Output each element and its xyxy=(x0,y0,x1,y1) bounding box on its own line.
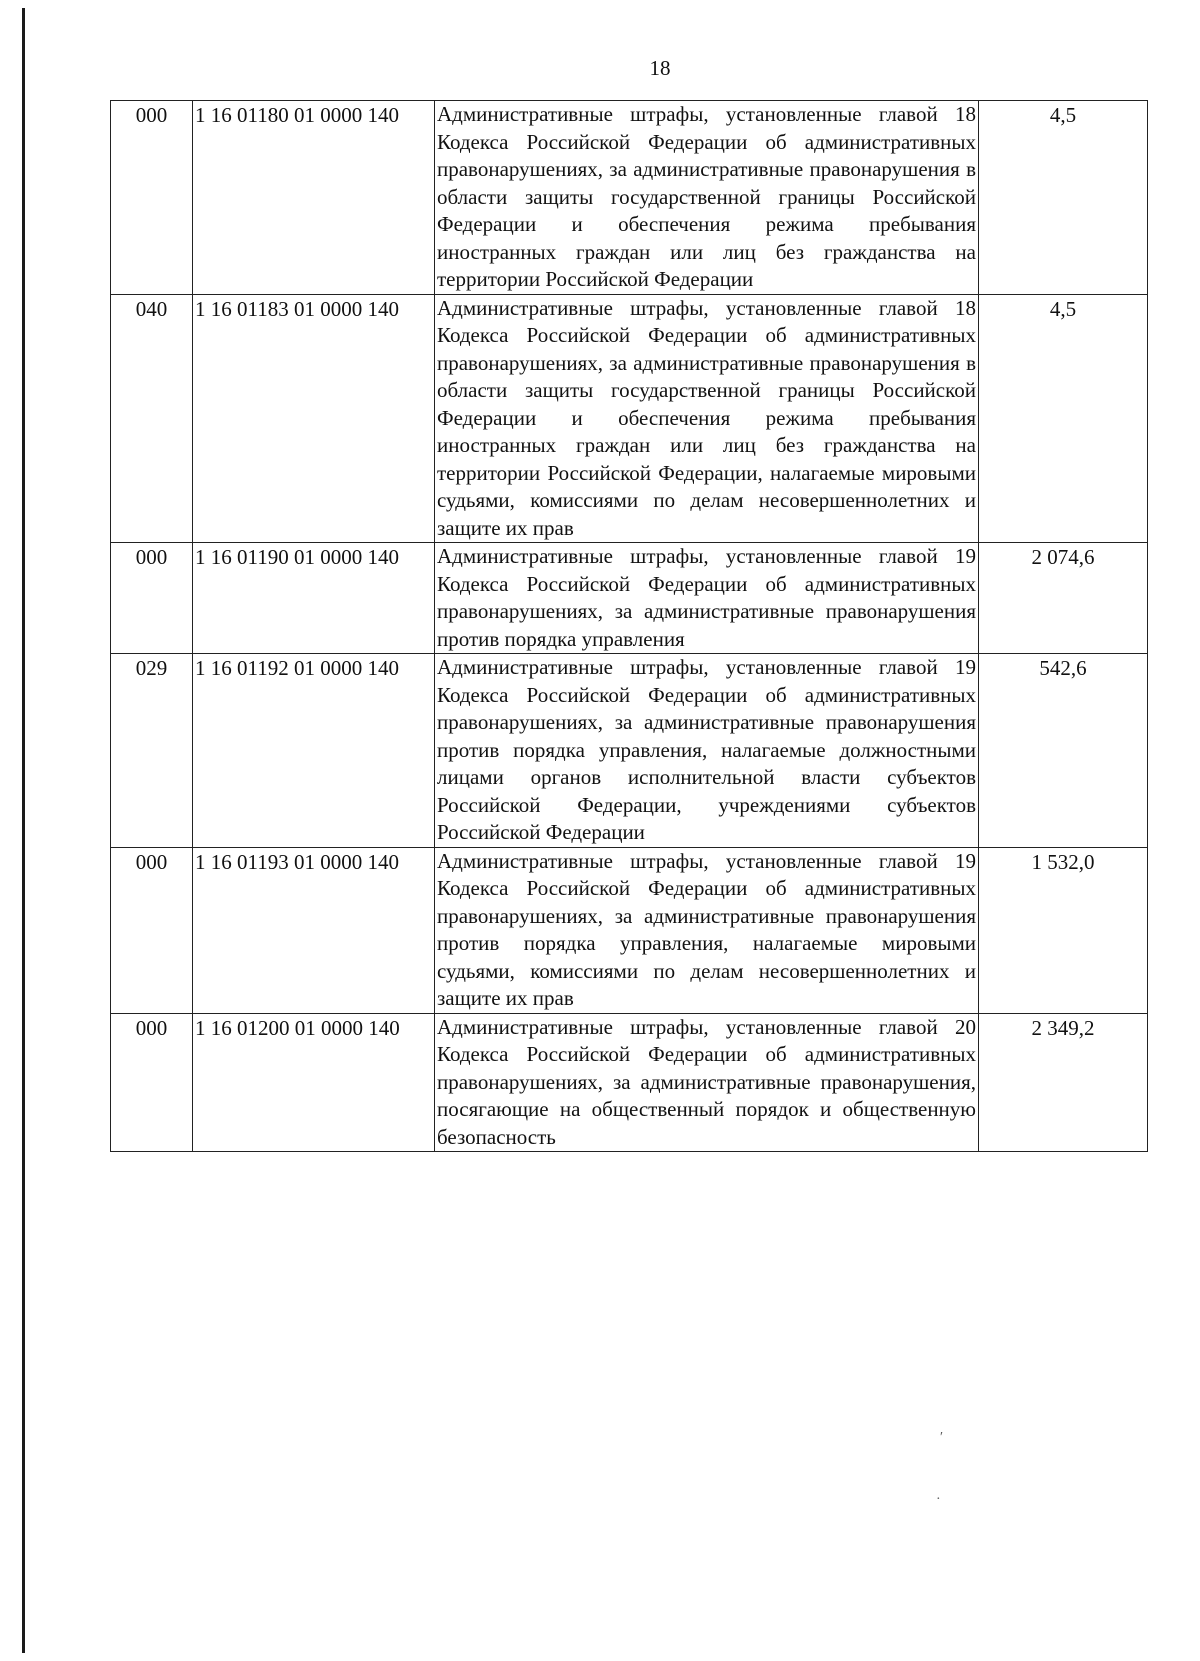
table-row xyxy=(111,543,1148,654)
admin-code-cell: 000 xyxy=(111,1013,193,1152)
budget-code-cell: 1 16 01200 01 0000 140 xyxy=(193,1013,435,1152)
revenue-name-cell: Административные штрафы, установленные главой 19 Кодекса Российской Федерации об административных правонарушениях, за административные правонарушения против порядка управления, налагаемые должностными лицами органов исполнительной власти субъектов Российской Федерации, учреждениями субъектов Российской Федерации xyxy=(435,654,979,848)
scan-edge-line xyxy=(22,8,25,1653)
admin-code-cell: 000 xyxy=(111,101,193,295)
admin-code-cell: 000 xyxy=(111,543,193,654)
amount-cell: 4,5 xyxy=(979,294,1148,543)
admin-code-cell: 000 xyxy=(111,847,193,1013)
amount-cell: 4,5 xyxy=(979,101,1148,295)
table-row xyxy=(111,101,1148,295)
revenue-name-cell: Административные штрафы, установленные главой 19 Кодекса Российской Федерации об административных правонарушениях, за административные правонарушения против порядка управления xyxy=(435,543,979,654)
amount-cell: 542,6 xyxy=(979,654,1148,848)
budget-code-cell: 1 16 01183 01 0000 140 xyxy=(193,294,435,543)
revenue-name-cell: Административные штрафы, установленные главой 18 Кодекса Российской Федерации об административных правонарушениях, за административные правонарушения в области защиты государственной границы Российской Федерации и обеспечения режима пребывания иностранных граждан или лиц без гражданства на территории Российской Федерации, налагаемые мировыми судьями, комиссиями по делам несовершеннолетних и защите их прав xyxy=(435,294,979,543)
table-row xyxy=(111,847,1148,1013)
budget-code-cell: 1 16 01190 01 0000 140 xyxy=(193,543,435,654)
amount-cell: 2 349,2 xyxy=(979,1013,1148,1152)
amount-cell: 2 074,6 xyxy=(979,543,1148,654)
admin-code-cell: 040 xyxy=(111,294,193,543)
table-row xyxy=(111,654,1148,848)
amount-cell: 1 532,0 xyxy=(979,847,1148,1013)
table-row xyxy=(111,1013,1148,1152)
revenue-table xyxy=(110,100,1148,1152)
revenue-name-cell: Административные штрафы, установленные главой 18 Кодекса Российской Федерации об административных правонарушениях, за административные правонарушения в области защиты государственной границы Российской Федерации и обеспечения режима пребывания иностранных граждан или лиц без гражданства на территории Российской Федерации xyxy=(435,101,979,295)
admin-code-cell: 029 xyxy=(111,654,193,848)
scan-speck: ′ xyxy=(940,1430,944,1445)
revenue-name-cell: Административные штрафы, установленные главой 20 Кодекса Российской Федерации об административных правонарушениях, за административные правонарушения, посягающие на общественный порядок и общественную безопасность xyxy=(435,1013,979,1152)
budget-code-cell: 1 16 01193 01 0000 140 xyxy=(193,847,435,1013)
page-number: 18 xyxy=(649,56,671,80)
revenue-table-body xyxy=(111,101,1148,1152)
scan-speck: · xyxy=(936,1492,941,1507)
table-row xyxy=(111,294,1148,543)
revenue-name-cell: Административные штрафы, установленные главой 19 Кодекса Российской Федерации об административных правонарушениях, за административные правонарушения против порядка управления, налагаемые мировыми судьями, комиссиями по делам несовершеннолетних и защите их прав xyxy=(435,847,979,1013)
budget-code-cell: 1 16 01180 01 0000 140 xyxy=(193,101,435,295)
budget-code-cell: 1 16 01192 01 0000 140 xyxy=(193,654,435,848)
